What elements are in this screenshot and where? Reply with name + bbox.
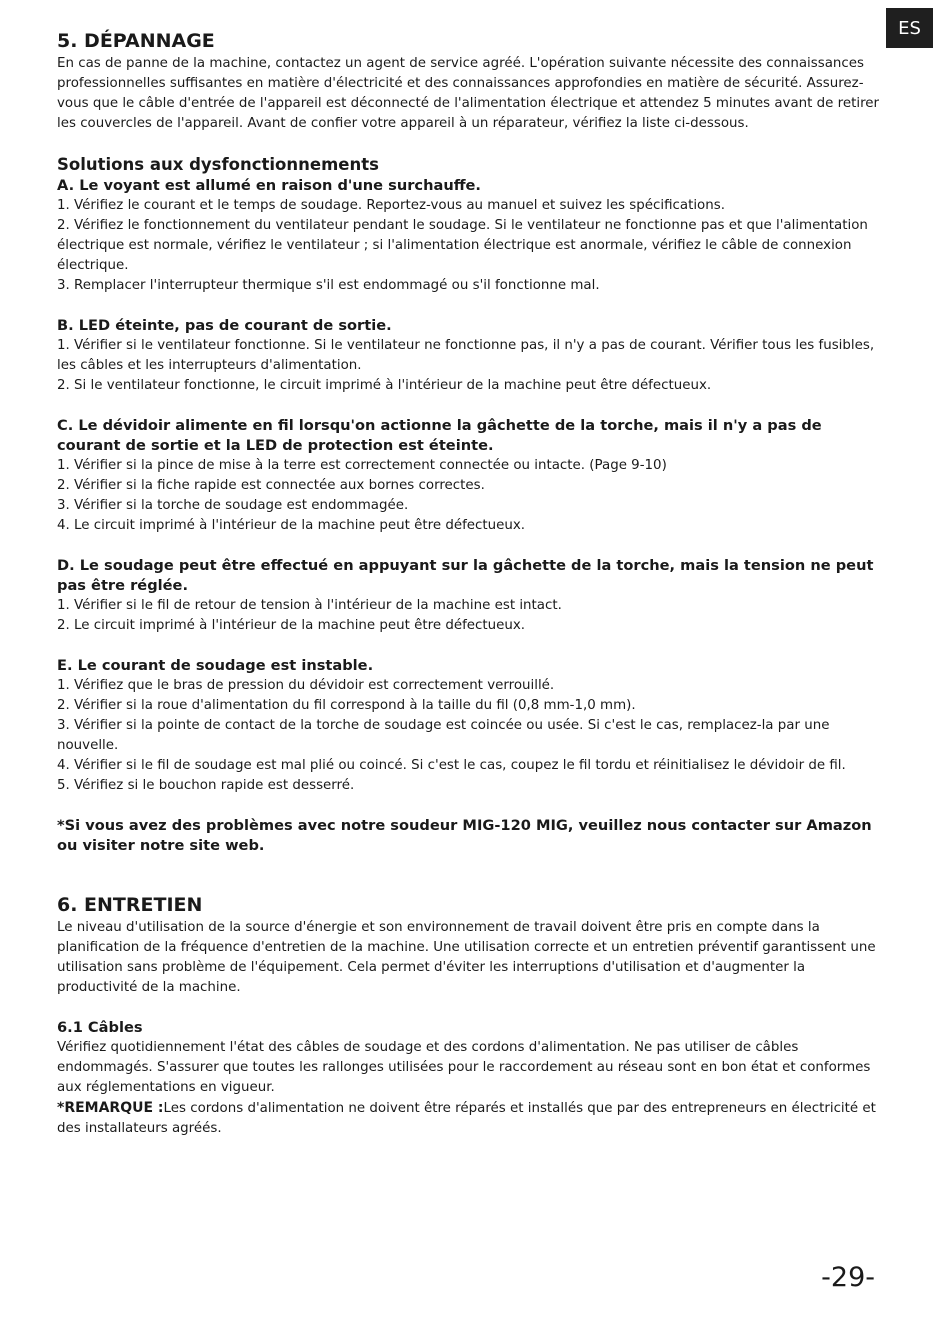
issue-e-block: [57, 656, 883, 796]
issue-e-item: 3. Vérifier si la pointe de contact de la torche de soudage est coincée ou usée. Si c'est le cas, remplacez-la par une nouvelle.: [57, 718, 830, 753]
language-tab: [886, 8, 933, 48]
section-5-intro: En cas de panne de la machine, contactez un agent de service agréé. L'opération suivante nécessite des connaissances professionnelles suffisantes en matière d'électricité et des connaissances approfondies en matière de sécurité. Assurez-vous que le câble d'entrée de l'appareil est déconnecté de l'alimentation électrique et attendez 5 minutes avant de retirer les couvercles de l'appareil. Avant de confier votre appareil à un réparateur, vérifiez la liste ci-dessous.: [57, 56, 880, 131]
remark: [57, 1098, 883, 1139]
solutions-title: Solutions aux dysfonctionnements: [57, 155, 379, 174]
contact-notice: *Si vous avez des problèmes avec notre soudeur MIG-120 MIG, veuillez nous contacter sur Amazon ou visiter notre site web.: [57, 817, 872, 854]
issue-a-title: A. Le voyant est allumé en raison d'une surchauffe.: [57, 177, 481, 194]
issue-d-title: D. Le soudage peut être effectué en appuyant sur la gâchette de la torche, mais la tension ne peut pas être réglée.: [57, 557, 874, 594]
issue-d-item: 2. Le circuit imprimé à l'intérieur de la machine peut être défectueux.: [57, 618, 526, 633]
issue-b-item: 1. Vérifier si le ventilateur fonctionne. Si le ventilateur ne fonctionne pas, il n'y a pas de courant. Vérifier tous les fusibles, les câbles et les interrupteurs d'alimentation.: [57, 338, 875, 373]
issue-e-item: 4. Vérifier si le fil de soudage est mal plié ou coincé. Si c'est le cas, coupez le fil tordu et réinitialisez le dévidoir de fil.: [57, 758, 846, 773]
issue-e-item: 1. Vérifiez que le bras de pression du dévidoir est correctement verrouillé.: [57, 678, 555, 693]
issue-c-item: 1. Vérifier si la pince de mise à la terre est correctement connectée ou intacte. (Page 9-10): [57, 458, 667, 473]
cables-title: 6.1 Câbles: [57, 1019, 143, 1036]
issue-d-block: [57, 556, 883, 636]
issue-c-block: [57, 416, 883, 536]
issue-c-item: 2. Vérifier si la fiche rapide est connectée aux bornes correctes.: [57, 478, 485, 493]
remark-label: *REMARQUE :: [57, 1100, 164, 1116]
issue-e-item: 2. Vérifier si la roue d'alimentation du fil correspond à la taille du fil (0,8 mm-1,0 mm).: [57, 698, 636, 713]
solutions-block: [57, 154, 883, 296]
cables-text: Vérifiez quotidiennement l'état des câbles de soudage et des cordons d'alimentation. Ne pas utiliser de câbles endommagés. S'assurer que toutes les rallonges utilisées pour le raccordement au réseau sont en bon état et conformes aux réglementations en vigueur.: [57, 1040, 871, 1095]
section-6-block: [57, 892, 883, 998]
page-number: -29-: [821, 1262, 875, 1293]
issue-a-item: 2. Vérifiez le fonctionnement du ventilateur pendant le soudage. Si le ventilateur ne fonctionne pas et que l'alimentation électrique est normale, vérifiez le ventilateur ; si l'alimentation électrique est anormale, vérifiez le câble de connexion électrique.: [57, 218, 868, 273]
issue-c-item: 3. Vérifier si la torche de soudage est endommagée.: [57, 498, 409, 513]
issue-a-item: 1. Vérifiez le courant et le temps de soudage. Reportez-vous au manuel et suivez les spécifications.: [57, 198, 725, 213]
section-6-title: 6. ENTRETIEN: [57, 894, 203, 916]
section-6-intro: Le niveau d'utilisation de la source d'énergie et son environnement de travail doivent être pris en compte dans la planification de la fréquence d'entretien de la machine. Une utilisation correcte et un entretien préventif garantissent une utilisation sans problème de l'équipement. Cela permet d'éviter les interruptions d'utilisation et d'augmenter la productivité de la machine.: [57, 920, 876, 995]
document-body: [57, 28, 883, 1139]
issue-b-item: 2. Si le ventilateur fonctionne, le circuit imprimé à l'intérieur de la machine peut être défectueux.: [57, 378, 712, 393]
issue-a-item: 3. Remplacer l'interrupteur thermique s'il est endommagé ou s'il fonctionne mal.: [57, 278, 600, 293]
issue-c-title: C. Le dévidoir alimente en fil lorsqu'on actionne la gâchette de la torche, mais il n'y a pas de courant de sortie et la LED de protection est éteinte.: [57, 417, 822, 454]
remark-text: Les cordons d'alimentation ne doivent être réparés et installés que par des entrepreneurs en électricité et des installateurs agréés.: [57, 1101, 876, 1136]
issue-e-title: E. Le courant de soudage est instable.: [57, 657, 374, 674]
issue-b-title: B. LED éteinte, pas de courant de sortie.: [57, 317, 392, 334]
language-tab-label: ES: [898, 17, 921, 39]
issue-d-item: 1. Vérifier si le fil de retour de tension à l'intérieur de la machine est intact.: [57, 598, 562, 613]
issue-b-block: [57, 316, 883, 396]
issue-e-item: 5. Vérifiez si le bouchon rapide est desserré.: [57, 778, 355, 793]
issue-c-item: 4. Le circuit imprimé à l'intérieur de la machine peut être défectueux.: [57, 518, 526, 533]
cables-block: [57, 1018, 883, 1139]
section-5-title: 5. DÉPANNAGE: [57, 30, 215, 52]
